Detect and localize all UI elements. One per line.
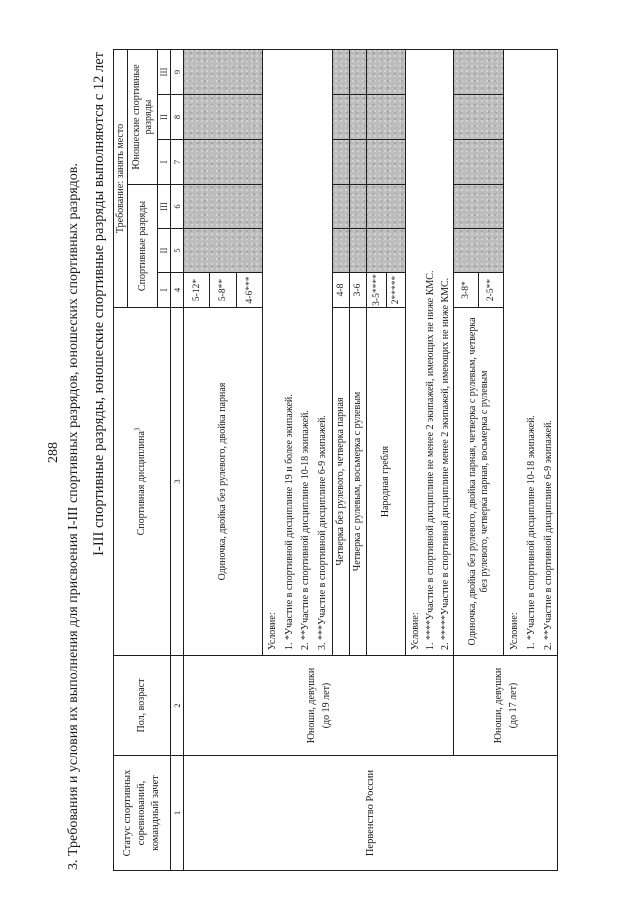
rank-i-place: 2-5** — [479, 273, 504, 308]
condition-cell — [504, 49, 558, 655]
not-applicable-cell — [350, 229, 367, 273]
not-applicable-cell — [454, 49, 504, 94]
not-applicable-cell — [350, 185, 367, 229]
table-row — [184, 49, 210, 870]
header-gender-age: Пол, возраст — [114, 656, 171, 756]
header-youth-rank-ii: II — [158, 95, 171, 140]
rank-i-place: 3-5**** — [367, 273, 387, 308]
condition-cell — [406, 49, 454, 655]
not-applicable-cell — [454, 229, 504, 273]
not-applicable-cell — [367, 185, 406, 229]
rank-requirements-table — [113, 49, 558, 871]
not-applicable-cell — [350, 49, 367, 94]
section-heading: 3. Требования и условия их выполнения для присвоения I-III спортивных разрядов, юношеских спортивных разрядов. — [66, 163, 81, 870]
not-applicable-cell — [184, 229, 263, 273]
column-number: 6 — [171, 185, 184, 229]
header-youth-rank-i: I — [158, 140, 171, 185]
column-number: 8 — [171, 95, 184, 140]
not-applicable-cell — [333, 95, 350, 140]
column-number: 7 — [171, 140, 184, 185]
not-applicable-cell — [350, 95, 367, 140]
not-applicable-cell — [367, 95, 406, 140]
discipline-cell: Четверка с рулевым, восьмерка с рулевым — [350, 308, 367, 656]
condition-cell — [263, 49, 333, 655]
not-applicable-cell — [333, 140, 350, 185]
not-applicable-cell — [333, 49, 350, 94]
rank-i-place: 5-12* — [184, 273, 210, 308]
condition-label: Условие: — [267, 612, 278, 650]
not-applicable-cell — [454, 185, 504, 229]
header-youth-rank-iii: III — [158, 49, 171, 94]
rank-i-place: 4-8 — [333, 273, 350, 308]
header-discipline-label: Спортивная дисциплина — [136, 431, 147, 536]
discipline-cell: Одиночка, двойка без рулевого, двойка парная — [184, 308, 263, 656]
column-number: 5 — [171, 229, 184, 273]
not-applicable-cell — [454, 95, 504, 140]
condition-line: 3. ***Участие в спортивной дисциплине 6-9 экипажей. — [316, 415, 328, 650]
discipline-footnote-marker: 3 — [133, 427, 142, 432]
discipline-cell: Народная гребля — [367, 308, 406, 656]
header-requirement: Требование: занять место — [114, 49, 128, 307]
header-row-requirement — [114, 49, 128, 870]
rank-i-place: 4-6*** — [237, 273, 263, 308]
rank-i-place: 3-8* — [454, 273, 479, 308]
condition-label: Условие: — [509, 612, 520, 650]
table-title: I-III спортивные разряды, юношеские спортивные разряды выполняются с 12 лет — [91, 52, 107, 556]
condition-line: 1. ****Участие в спортивной дисциплине не менее 2 экипажей, имеющих не ниже КМС. — [425, 270, 436, 650]
header-row-column-numbers — [171, 49, 184, 870]
condition-line: 1. *Участие в спортивной дисциплине 10-18 экипажей. — [526, 415, 537, 650]
condition-label: Условие: — [410, 612, 421, 650]
condition-line: 2. **Участие в спортивной дисциплине 6-9 экипажей. — [543, 420, 554, 650]
gender-age-u17: Юноши, девушки (до 17 лет) — [454, 656, 558, 756]
not-applicable-cell — [333, 229, 350, 273]
discipline-cell: Четверка без рулевого, четверка парная — [333, 308, 350, 656]
not-applicable-cell — [367, 229, 406, 273]
rank-i-place: 3-6 — [350, 273, 367, 308]
header-discipline — [114, 308, 171, 656]
not-applicable-cell — [367, 49, 406, 94]
not-applicable-cell — [367, 140, 406, 185]
not-applicable-cell — [333, 185, 350, 229]
not-applicable-cell — [454, 140, 504, 185]
header-sport-rank-iii: III — [158, 185, 171, 229]
not-applicable-cell — [184, 95, 263, 140]
column-number: 9 — [171, 49, 184, 94]
header-sport-rank-ii: II — [158, 229, 171, 273]
condition-line: 2. **Участие в спортивной дисциплине 10-18 экипажей. — [300, 410, 311, 650]
header-sport-ranks: Спортивные разряды — [128, 185, 158, 308]
header-status: Статус спортивных соревнований, командный зачет — [114, 756, 171, 871]
header-sport-rank-i: I — [158, 273, 171, 308]
column-number: 2 — [171, 656, 184, 756]
page-number: 288 — [46, 442, 61, 463]
condition-line: 1. *Участие в спортивной дисциплине 19 и более экипажей. — [283, 394, 295, 650]
rank-i-place: 2***** — [387, 273, 406, 308]
competition-status: Первенство России — [184, 756, 558, 871]
condition-line: 2. *****Участие в спортивной дисциплине менее 2 экипажей, имеющих не ниже КМС. — [440, 277, 451, 650]
not-applicable-cell — [350, 140, 367, 185]
discipline-cell: Одиночка, двойка без рулевого, двойка парная, четверка с рулевым, четверка без рулевого, четверка парная, восьмерка с рулевым — [454, 308, 504, 656]
column-number: 1 — [171, 756, 184, 871]
header-youth-ranks: Юношеские спортивные разряды — [128, 49, 158, 184]
column-number: 3 — [171, 308, 184, 656]
not-applicable-cell — [184, 140, 263, 185]
rank-i-place: 5-8** — [210, 273, 237, 308]
not-applicable-cell — [184, 185, 263, 229]
column-number: 4 — [171, 273, 184, 308]
gender-age-u19: Юноши, девушки (до 19 лет) — [184, 656, 454, 756]
not-applicable-cell — [184, 49, 263, 94]
table-row — [454, 49, 479, 870]
